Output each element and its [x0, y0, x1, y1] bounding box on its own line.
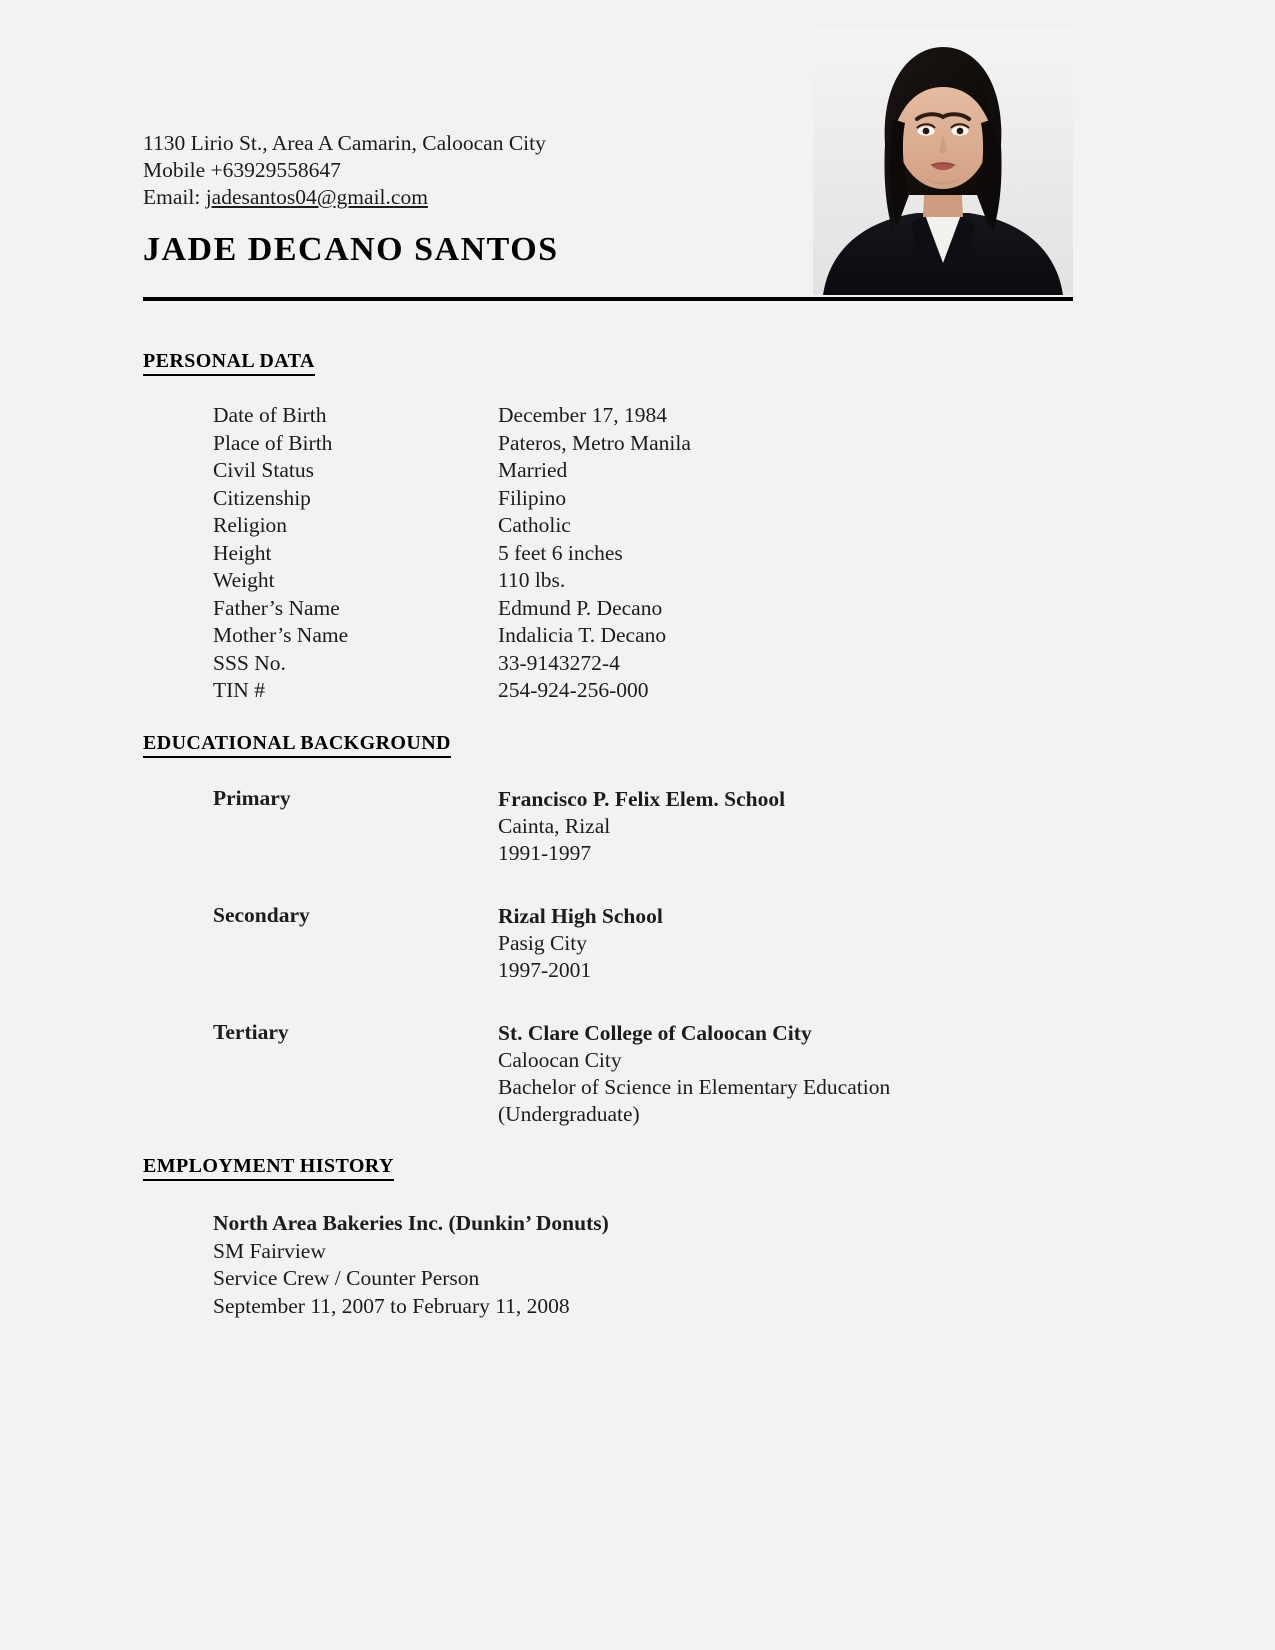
education-years: Bachelor of Science in Elementary Education: [498, 1075, 891, 1099]
personal-label: SSS No.: [213, 650, 286, 675]
page-title: JADE DECANO SANTOS: [143, 231, 559, 268]
personal-label: Citizenship: [213, 485, 311, 510]
employment-branch: SM Fairview: [213, 1238, 326, 1263]
section-heading-personal-data: PERSONAL DATA: [143, 350, 315, 376]
personal-label: Place of Birth: [213, 430, 333, 455]
employment-company: North Area Bakeries Inc. (Dunkin’ Donuts): [213, 1211, 609, 1235]
personal-label: Father’s Name: [213, 595, 340, 620]
table-row: [213, 679, 691, 707]
section-heading-employment-history: EMPLOYMENT HISTORY: [143, 1155, 394, 1181]
personal-label: Religion: [213, 513, 288, 537]
list-item: [213, 786, 1043, 867]
list-item: [213, 903, 1043, 984]
education-school: Francisco P. Felix Elem. School: [498, 787, 786, 811]
table-row: [213, 597, 691, 625]
personal-data-table: [213, 404, 691, 707]
personal-value: Pateros, Metro Manila: [498, 430, 691, 455]
table-row: [213, 459, 691, 487]
education-school: Rizal High School: [498, 904, 663, 928]
education-location: Cainta, Rizal: [498, 814, 611, 838]
contact-mobile: Mobile +63929558647: [143, 158, 341, 182]
personal-label: TIN #: [213, 678, 265, 702]
personal-label: Height: [213, 540, 272, 565]
employment-position: Service Crew / Counter Person: [213, 1266, 480, 1290]
education-level: Tertiary: [213, 1020, 289, 1044]
table-row: [213, 624, 691, 652]
employment-dates: September 11, 2007 to February 11, 2008: [213, 1293, 570, 1318]
contact-email-link[interactable]: jadesantos04@gmail.com: [205, 185, 428, 209]
personal-value: 5 feet 6 inches: [498, 540, 623, 565]
education-detail: [498, 1020, 1043, 1128]
table-row: [213, 432, 691, 460]
education-school: St. Clare College of Caloocan City: [498, 1021, 812, 1045]
personal-value: 254-924-256-000: [498, 678, 649, 702]
personal-label: Weight: [213, 568, 275, 592]
table-row: [213, 404, 691, 432]
education-years: 1997-2001: [498, 958, 592, 982]
education-location: Pasig City: [498, 931, 588, 955]
table-row: [213, 569, 691, 597]
table-row: [213, 542, 691, 570]
personal-value: Filipino: [498, 485, 567, 510]
personal-value: Edmund P. Decano: [498, 595, 663, 620]
list-item: [213, 1210, 1043, 1320]
education-location: Caloocan City: [498, 1048, 622, 1072]
table-row: [213, 652, 691, 680]
resume-header: [143, 130, 1073, 269]
personal-value: 110 lbs.: [498, 568, 566, 592]
contact-address: 1130 Lirio St., Area A Camarin, Caloocan City: [143, 131, 546, 155]
education-list: [213, 786, 1043, 1164]
education-level: Secondary: [213, 903, 310, 927]
contact-email-line: [143, 184, 1073, 211]
header-divider: [143, 297, 1073, 301]
table-row: [213, 487, 691, 515]
personal-label: Civil Status: [213, 458, 314, 482]
contact-block: [143, 130, 1073, 211]
personal-value: Married: [498, 458, 568, 482]
education-detail: [498, 786, 1043, 867]
table-row: [213, 514, 691, 542]
employment-list: [213, 1210, 1043, 1320]
education-level: Primary: [213, 786, 291, 810]
personal-value: Catholic: [498, 513, 571, 537]
education-extra: (Undergraduate): [498, 1102, 640, 1126]
personal-label: Date of Birth: [213, 403, 327, 427]
personal-value: 33-9143272-4: [498, 650, 620, 675]
personal-value: Indalicia T. Decano: [498, 623, 667, 647]
section-heading-educational-background: EDUCATIONAL BACKGROUND: [143, 732, 451, 758]
personal-value: December 17, 1984: [498, 403, 667, 427]
list-item: [213, 1020, 1043, 1128]
education-detail: [498, 903, 1043, 984]
personal-label: Mother’s Name: [213, 623, 349, 647]
education-years: 1991-1997: [498, 841, 592, 865]
contact-email-label: Email:: [143, 185, 206, 209]
